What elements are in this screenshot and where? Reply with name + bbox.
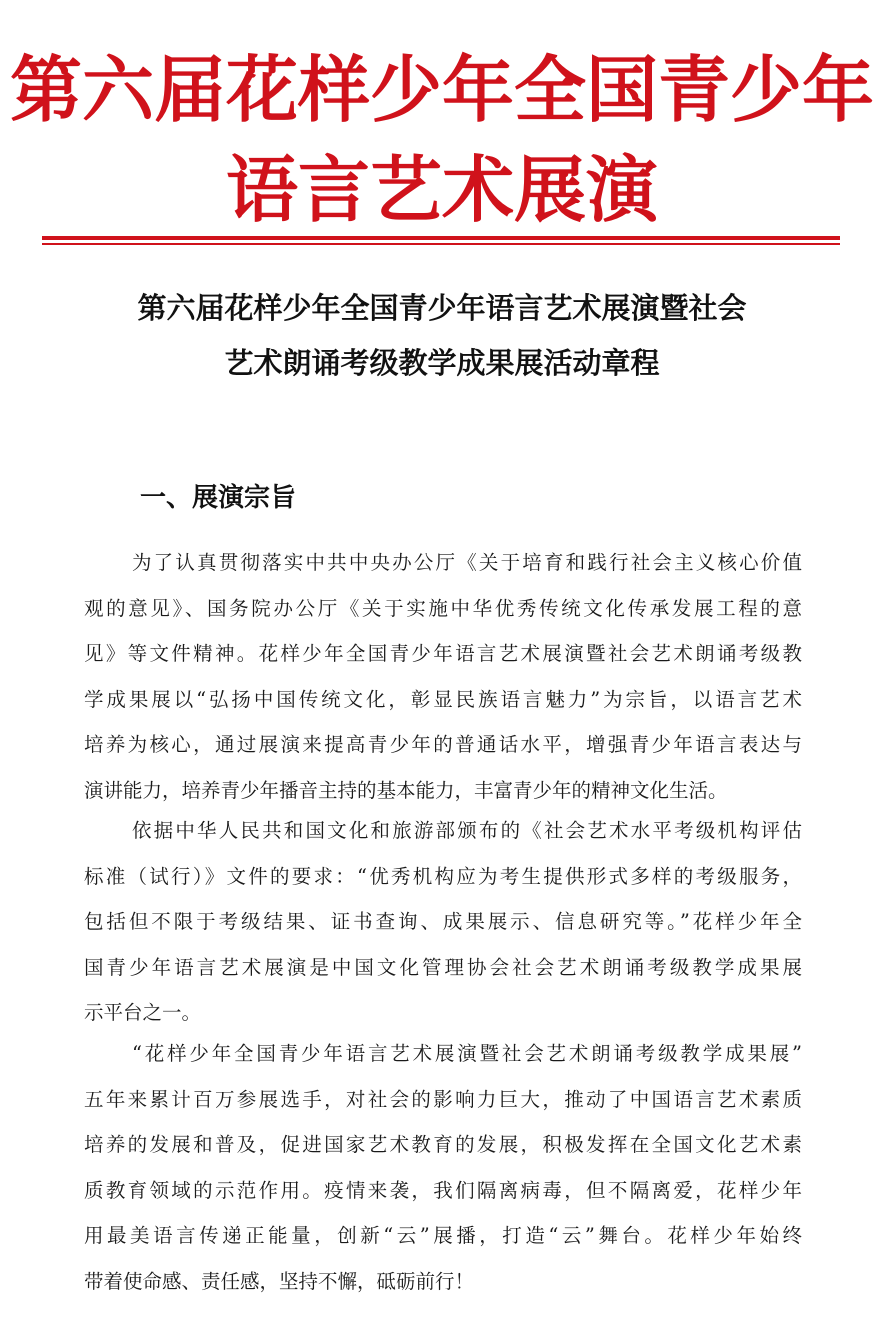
paragraph-line: 见》等文件精神。花样少年全国青少年语言艺术展演暨社会艺术朗诵考级教 — [84, 642, 802, 665]
paragraph-line: 质教育领域的示范作用。疫情来袭，我们隔离病毒，但不隔离爱，花样少年 — [84, 1178, 802, 1202]
masthead-divider-thin — [42, 243, 840, 245]
paragraph-line: 示平台之一。 — [84, 1001, 202, 1024]
paragraph-line: 观的意见》、国务院办公厅《关于实施中华优秀传统文化传承发展工程的意 — [84, 596, 802, 620]
paragraph-line: 带着使命感、责任感，坚持不懈，砥砺前行！ — [84, 1269, 475, 1293]
paragraph-line: 培养的发展和普及，促进国家艺术教育的发展，积极发挥在全国文化艺术素 — [84, 1133, 802, 1156]
paragraph-line: 标准（试行）》文件的要求：“优秀机构应为考生提供形式多样的考级服务， — [84, 864, 802, 888]
paragraph-line: 用最美语言传递正能量，创新“云”展播，打造“云”舞台。花样少年始终 — [84, 1224, 802, 1247]
paragraph-line: 学成果展以“弘扬中国传统文化，彰显民族语言魅力”为宗旨，以语言艺术 — [84, 687, 802, 711]
paragraph-line: 演讲能力，培养青少年播音主持的基本能力，丰富青少年的精神文化生活。 — [84, 778, 728, 802]
paragraph-line: 培养为核心，通过展演来提高青少年的普通话水平，增强青少年语言表达与 — [84, 733, 802, 756]
paragraph-line: 依据中华人民共和国文化和旅游部颁布的《社会艺术水平考级机构评估 — [132, 819, 802, 842]
paragraph-line: 为了认真贯彻落实中共中央办公厅《关于培育和践行社会主义核心价值 — [132, 551, 802, 574]
paragraph-1 — [84, 540, 802, 813]
paragraph-line: 包括但不限于考级结果、证书查询、成果展示、信息研究等。”花样少年全 — [84, 910, 802, 933]
masthead-title-line-1: 第六届花样少年全国青少年 — [9, 47, 874, 132]
section-heading: 一、展演宗旨 — [140, 483, 297, 513]
paragraph-line: “花样少年全国青少年语言艺术展演暨社会艺术朗诵考级教学成果展” — [132, 1042, 802, 1065]
paragraph-2 — [84, 808, 802, 1036]
masthead-title-line-2: 语言艺术展演 — [225, 147, 658, 232]
paragraph-line: 五年来累计百万参展选手，对社会的影响力巨大，推动了中国语言艺术素质 — [84, 1087, 802, 1111]
paragraph-line: 国青少年语言艺术展演是中国文化管理协会社会艺术朗诵考级教学成果展 — [84, 955, 802, 979]
document-title-line-2: 艺术朗诵考级教学成果展活动章程 — [224, 346, 660, 380]
document-title-line-1: 第六届花样少年全国青少年语言艺术展演暨社会 — [137, 291, 747, 325]
masthead-divider-thick — [42, 236, 840, 240]
paragraph-3 — [84, 1031, 802, 1304]
